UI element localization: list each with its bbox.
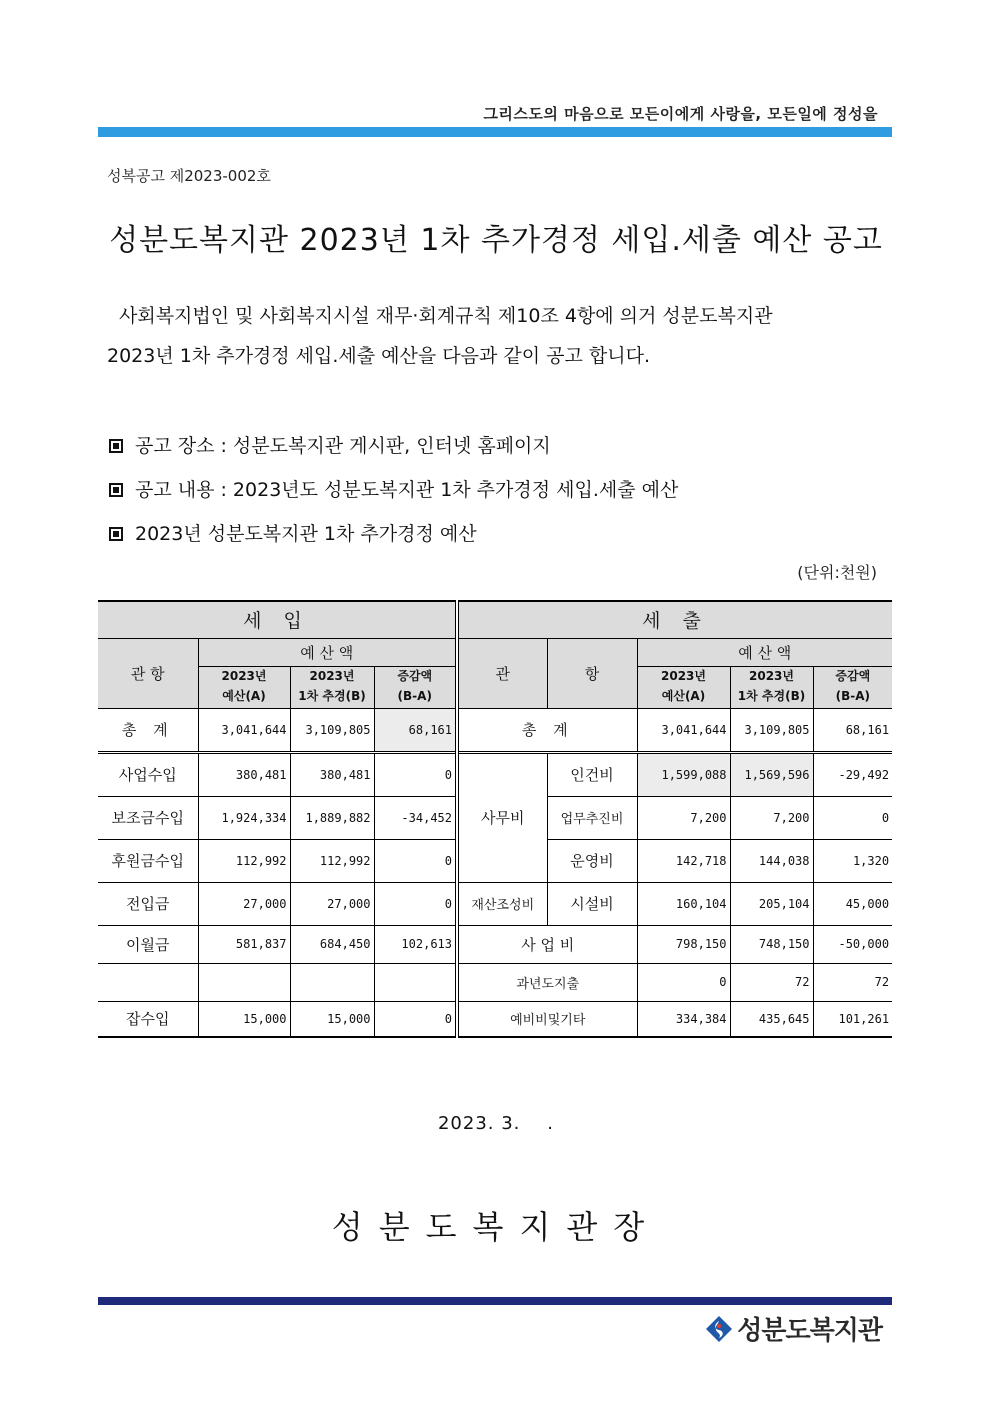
- total-label-revenue: 총 계: [98, 708, 198, 752]
- expense-row-name: 예비비및기타: [457, 1001, 637, 1037]
- footer-logo: [705, 1310, 882, 1347]
- expense-row-b: 72: [730, 963, 813, 1001]
- expense-row-name: 업무추진비: [547, 796, 637, 839]
- expense-row-c: 1,320: [813, 839, 892, 882]
- col-hang: 항: [547, 638, 637, 708]
- col-c-label: 증감액: [374, 666, 457, 686]
- revenue-row-a: 380,481: [198, 752, 290, 796]
- revenue-row-name: 전입금: [98, 882, 198, 925]
- square-bullet-icon: [109, 483, 123, 497]
- revenue-row-a: 1,924,334: [198, 796, 290, 839]
- revenue-row-a: 581,837: [198, 925, 290, 963]
- total-expense-a: 3,041,644: [637, 708, 730, 752]
- expense-row-c: 101,261: [813, 1001, 892, 1037]
- col-b-year: 2023년: [290, 666, 374, 686]
- col-b-year: 2023년: [730, 666, 813, 686]
- col-c-label: 증감액: [813, 666, 892, 686]
- expense-row-b: 748,150: [730, 925, 813, 963]
- total-revenue-c: 68,161: [374, 708, 457, 752]
- bullet-text: 공고 장소 : 성분도복지관 게시판, 인터넷 홈페이지: [135, 435, 551, 457]
- expense-row-a: 160,104: [637, 882, 730, 925]
- intro-paragraph: [107, 296, 887, 376]
- expense-row-c: 0: [813, 796, 892, 839]
- revenue-row-name: 후원금수입: [98, 839, 198, 882]
- col-a-year: 2023년: [637, 666, 730, 686]
- col-gwan: 관: [457, 638, 547, 708]
- bullet-item: [109, 468, 678, 512]
- revenue-header: 세 입: [98, 601, 457, 638]
- expense-gwan-office: 사무비: [457, 752, 547, 882]
- expense-row-b: 7,200: [730, 796, 813, 839]
- total-expense-c: 68,161: [813, 708, 892, 752]
- budget-table: [98, 600, 892, 1038]
- intro-line-1: 사회복지법인 및 사회복지시설 재무·회계규칙 제10조 4항에 의거 성분도복지관: [119, 305, 773, 327]
- revenue-row-c: 0: [374, 839, 457, 882]
- col-gwanhang: 관 항: [98, 638, 198, 708]
- col-c-sub: (B-A): [813, 686, 892, 708]
- revenue-row-a: 15,000: [198, 1001, 290, 1037]
- square-bullet-icon: [109, 439, 123, 453]
- revenue-row-c: -34,452: [374, 796, 457, 839]
- revenue-row-name: 보조금수입: [98, 796, 198, 839]
- revenue-row-a: 27,000: [198, 882, 290, 925]
- revenue-row-a: 112,992: [198, 839, 290, 882]
- revenue-row-name: 사업수입: [98, 752, 198, 796]
- bullet-text: 2023년 성분도복지관 1차 추가경정 예산: [135, 523, 477, 545]
- expense-row-c: 72: [813, 963, 892, 1001]
- footer-bar: [98, 1297, 892, 1305]
- expense-row-b: 1,569,596: [730, 752, 813, 796]
- total-expense-b: 3,109,805: [730, 708, 813, 752]
- expense-row-a: 334,384: [637, 1001, 730, 1037]
- expense-row-name: 운영비: [547, 839, 637, 882]
- revenue-row-c: 102,613: [374, 925, 457, 963]
- col-a-sub: 예산(A): [637, 686, 730, 708]
- expense-row-c: -50,000: [813, 925, 892, 963]
- expense-gwan-asset: 재산조성비: [457, 882, 547, 925]
- header-slogan: 그리스도의 마음으로 모든이에게 사랑을, 모든일에 정성을: [483, 105, 878, 123]
- revenue-row-name: 이월금: [98, 925, 198, 963]
- expense-row-a: 142,718: [637, 839, 730, 882]
- revenue-row-c: 0: [374, 1001, 457, 1037]
- signer-name: 성분도복지관장: [331, 1208, 661, 1246]
- expense-row-c: -29,492: [813, 752, 892, 796]
- document-title: 성분도복지관 2023년 1차 추가경정 세입.세출 예산 공고: [109, 223, 883, 258]
- total-revenue-a: 3,041,644: [198, 708, 290, 752]
- header-accent-bar: [98, 127, 892, 137]
- total-label-expense: 총 계: [457, 708, 637, 752]
- expense-row-a: 798,150: [637, 925, 730, 963]
- revenue-row-c: 0: [374, 882, 457, 925]
- revenue-row-b: 684,450: [290, 925, 374, 963]
- organization-logo-icon: [705, 1315, 733, 1343]
- notice-date: 2023. 3. .: [437, 1113, 555, 1134]
- logo-text: 성분도복지관: [737, 1316, 882, 1346]
- expense-row-a: 0: [637, 963, 730, 1001]
- unit-label: (단위:천원): [797, 563, 877, 582]
- revenue-row-c: [374, 963, 457, 1001]
- col-b-sub: 1차 추경(B): [290, 686, 374, 708]
- expense-row-name: 사 업 비: [457, 925, 637, 963]
- total-revenue-b: 3,109,805: [290, 708, 374, 752]
- col-a-year: 2023년: [198, 666, 290, 686]
- expense-row-name: 인건비: [547, 752, 637, 796]
- col-a-sub: 예산(A): [198, 686, 290, 708]
- col-c-sub: (B-A): [374, 686, 457, 708]
- expense-row-name: 시설비: [547, 882, 637, 925]
- expense-row-b: 435,645: [730, 1001, 813, 1037]
- expense-row-b: 144,038: [730, 839, 813, 882]
- expense-row-a: 7,200: [637, 796, 730, 839]
- bullet-item: [109, 424, 678, 468]
- col-budget-revenue: 예 산 액: [198, 638, 457, 666]
- notice-number: 성복공고 제2023-002호: [107, 167, 271, 185]
- expense-row-c: 45,000: [813, 882, 892, 925]
- expense-row-b: 205,104: [730, 882, 813, 925]
- intro-line-2: 2023년 1차 추가경정 세입.세출 예산을 다음과 같이 공고 합니다.: [107, 345, 650, 367]
- bullet-item: [109, 512, 678, 556]
- revenue-row-b: 112,992: [290, 839, 374, 882]
- revenue-row-a: [198, 963, 290, 1001]
- bullet-list: [109, 424, 678, 556]
- revenue-row-b: 15,000: [290, 1001, 374, 1037]
- revenue-row-b: 27,000: [290, 882, 374, 925]
- col-budget-expense: 예 산 액: [637, 638, 892, 666]
- revenue-row-b: 1,889,882: [290, 796, 374, 839]
- revenue-row-name: [98, 963, 198, 1001]
- expense-row-name: 과년도지출: [457, 963, 637, 1001]
- square-bullet-icon: [109, 527, 123, 541]
- expense-header: 세 출: [457, 601, 892, 638]
- expense-row-a: 1,599,088: [637, 752, 730, 796]
- revenue-row-b: [290, 963, 374, 1001]
- bullet-text: 공고 내용 : 2023년도 성분도복지관 1차 추가경정 세입.세출 예산: [135, 479, 679, 501]
- revenue-row-b: 380,481: [290, 752, 374, 796]
- col-b-sub: 1차 추경(B): [730, 686, 813, 708]
- revenue-row-c: 0: [374, 752, 457, 796]
- revenue-row-name: 잡수입: [98, 1001, 198, 1037]
